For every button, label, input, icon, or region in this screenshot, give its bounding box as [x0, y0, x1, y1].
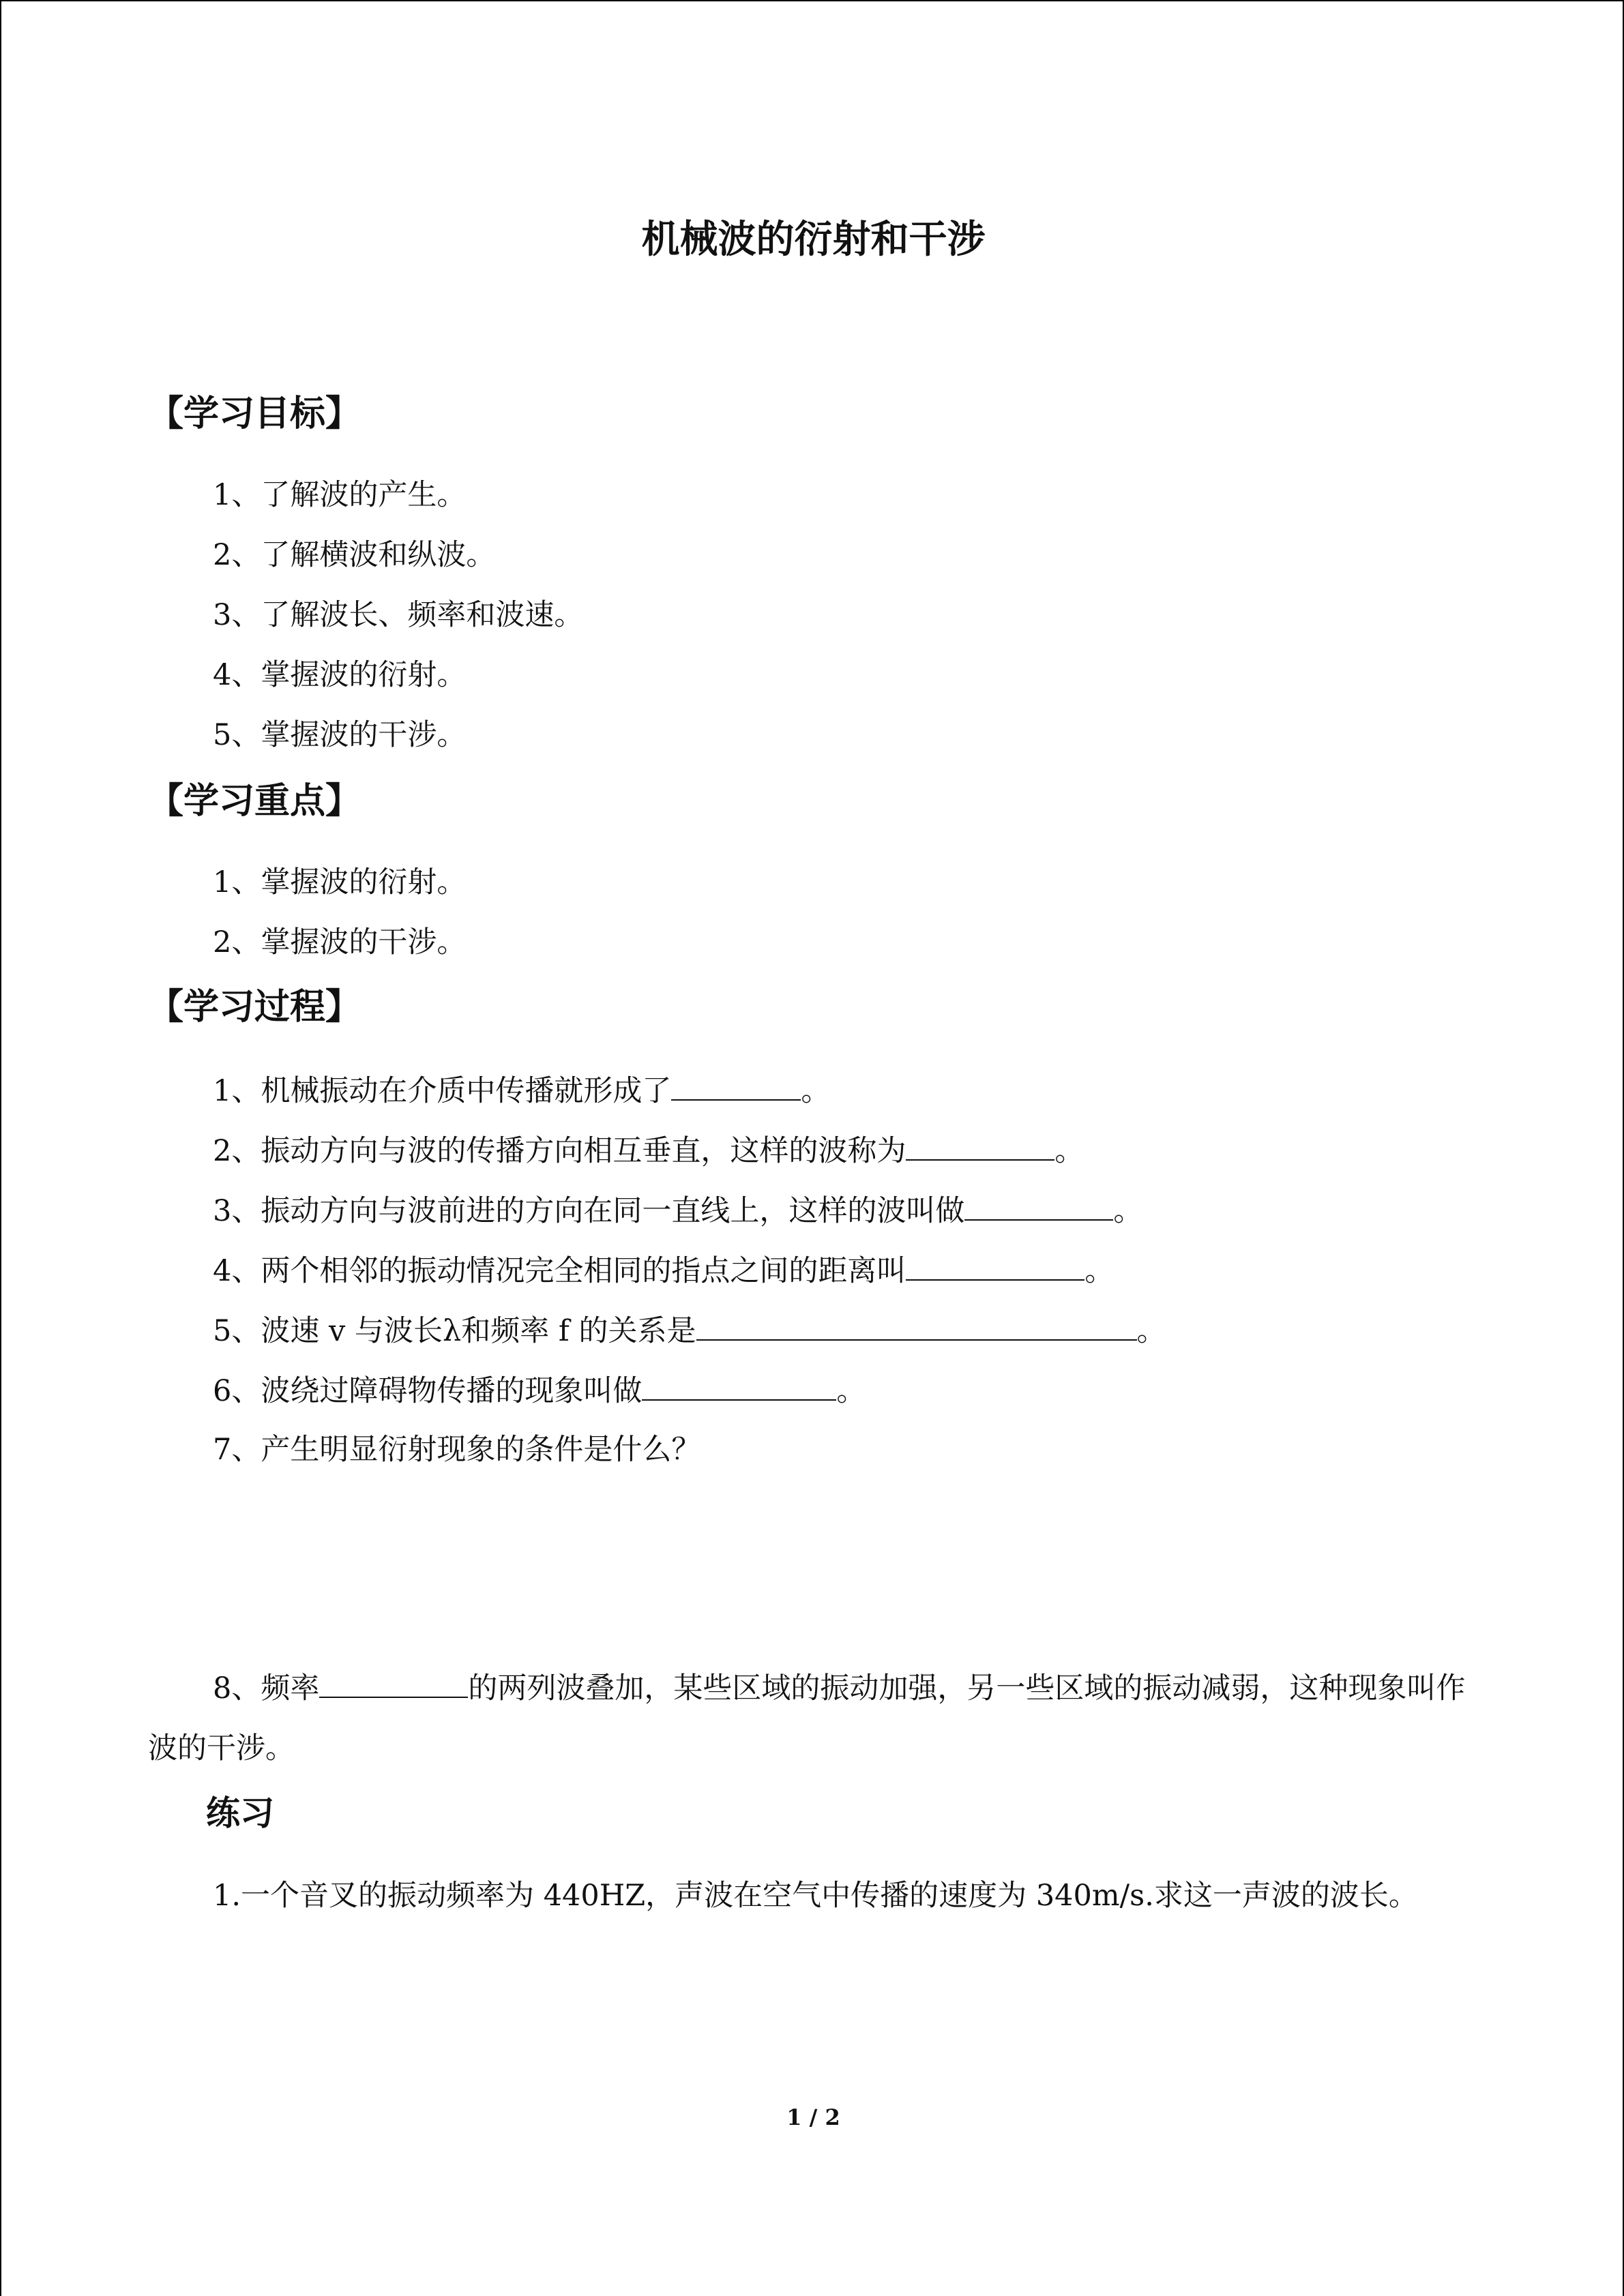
objective-item: 4、掌握波的衍射。: [213, 658, 467, 692]
process-question: [213, 1129, 1084, 1172]
practice-question-1: 1.一个音叉的振动频率为 440HZ，声波在空气中传播的速度为 340m/s.求这一声波的波长。: [213, 1879, 1418, 1913]
process-question: [213, 1309, 1166, 1352]
question-text: 3、振动方向与波前进的方向在同一直线上，这样的波叫做: [213, 1194, 965, 1228]
process-question: [213, 1189, 1142, 1232]
process-question: 7、产生明显衍射现象的条件是什么？: [213, 1433, 701, 1467]
page-number: 1 / 2: [786, 2104, 840, 2130]
process-question: [213, 1249, 1114, 1292]
question-text: 4、两个相邻的振动情况完全相同的指点之间的距离叫: [213, 1254, 906, 1288]
question-text: 8、频率: [213, 1671, 320, 1705]
answer-blank[interactable]: [671, 1069, 801, 1101]
heading-practice: 练习: [206, 1793, 274, 1833]
question-text: 1、机械振动在介质中传播就形成了: [213, 1074, 672, 1108]
document-title: 机械波的衍射和干涉: [641, 218, 986, 262]
question-text: 6、波绕过障碍物传播的现象叫做: [213, 1374, 643, 1408]
question-end: 。: [1084, 1254, 1114, 1288]
answer-blank[interactable]: [906, 1129, 1054, 1161]
answer-blank[interactable]: [696, 1309, 1137, 1341]
question-end: 。: [1136, 1314, 1166, 1348]
question-text: 5、波速 v 与波长λ和频率 f 的关系是: [213, 1314, 696, 1348]
answer-blank[interactable]: [964, 1189, 1113, 1221]
question-end: 。: [836, 1374, 866, 1408]
question-text-rest: 的两列波叠加，某些区域的振动加强，另一些区域的振动减弱，这种现象叫作波的干涉。: [148, 1671, 1466, 1765]
answer-blank[interactable]: [906, 1249, 1084, 1281]
heading-key-points: 【学习重点】: [148, 781, 361, 822]
process-question: [213, 1369, 866, 1412]
process-question: [213, 1069, 830, 1112]
process-question-8: [148, 1658, 1485, 1778]
key-point-item: 1、掌握波的衍射。: [213, 865, 467, 899]
key-point-item: 2、掌握波的干涉。: [213, 925, 467, 959]
objective-item: 3、了解波长、频率和波速。: [213, 598, 584, 632]
objective-item: 5、掌握波的干涉。: [213, 718, 467, 752]
question-text: 2、振动方向与波的传播方向相互垂直，这样的波称为: [213, 1134, 906, 1168]
question-end: 。: [1113, 1194, 1143, 1228]
answer-blank[interactable]: [642, 1369, 836, 1401]
question-end: 。: [801, 1074, 831, 1108]
heading-objectives: 【学习目标】: [148, 393, 361, 434]
question-end: 。: [1054, 1134, 1084, 1168]
answer-blank[interactable]: [319, 1667, 468, 1698]
objective-item: 2、了解横波和纵波。: [213, 538, 496, 572]
heading-process: 【学习过程】: [148, 987, 361, 1028]
objective-item: 1、了解波的产生。: [213, 478, 467, 512]
